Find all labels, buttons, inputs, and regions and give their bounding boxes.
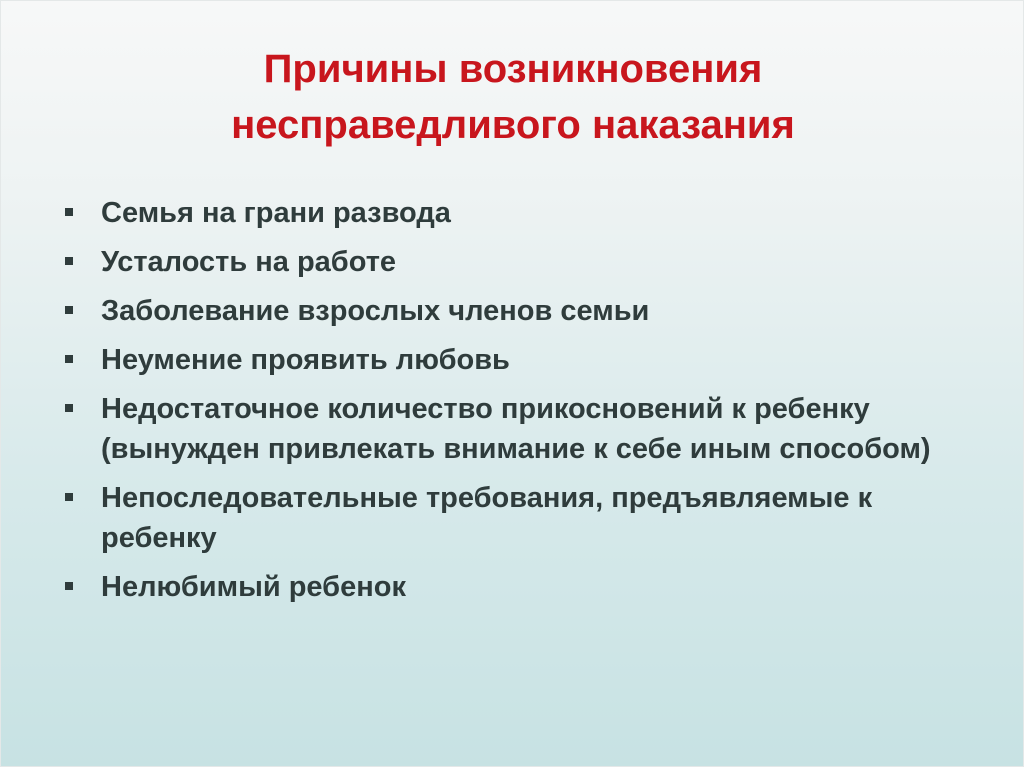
bullet-list	[65, 193, 965, 616]
slide-title	[1, 41, 1024, 153]
square-bullet-icon	[65, 355, 73, 363]
bullet-text: Заболевание взрослых членов семьи	[101, 295, 650, 327]
bullet-text: Непоследовательные требования, предъявляемые к ребенку	[101, 482, 873, 554]
square-bullet-icon	[65, 404, 73, 412]
bullet-item	[65, 567, 965, 607]
square-bullet-icon	[65, 306, 73, 314]
bullet-text: Нелюбимый ребенок	[101, 571, 406, 603]
square-bullet-icon	[65, 257, 73, 265]
bullet-item	[65, 291, 965, 331]
square-bullet-icon	[65, 208, 73, 216]
square-bullet-icon	[65, 493, 73, 501]
bullet-text: Усталость на работе	[101, 246, 397, 278]
bullet-text: Семья на грани развода	[101, 197, 451, 229]
square-bullet-icon	[65, 582, 73, 590]
bullet-item	[65, 340, 965, 380]
bullet-item	[65, 389, 965, 469]
bullet-item	[65, 242, 965, 282]
slide-title-line-2: несправедливого наказания	[231, 103, 795, 147]
bullet-text: Неумение проявить любовь	[101, 344, 510, 376]
slide-title-line-1: Причины возникновения	[263, 47, 763, 91]
bullet-item	[65, 193, 965, 233]
bullet-item	[65, 478, 965, 558]
bullet-text: Недостаточное количество прикосновений к ребенку (вынужден привлекать внимание к себе иным способом)	[101, 393, 931, 465]
